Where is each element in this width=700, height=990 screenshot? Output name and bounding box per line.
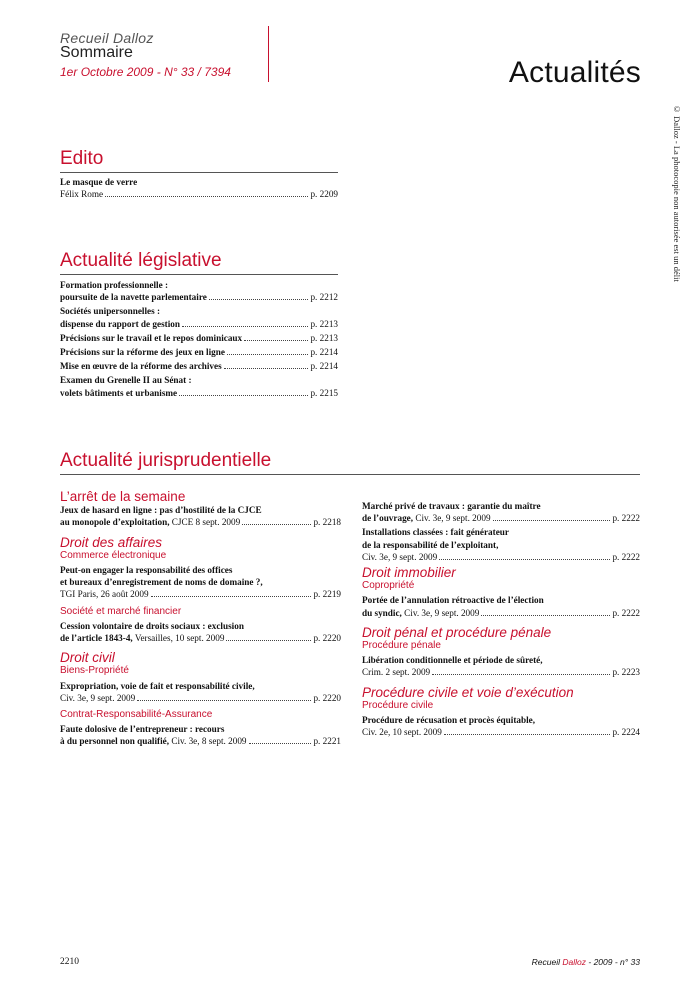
entry-title: du syndic,: [362, 607, 402, 618]
entry-title: de l’ouvrage,: [362, 513, 414, 524]
toc-entry[interactable]: [60, 723, 341, 747]
footer-issue: - 2009 - n° 33: [586, 957, 640, 967]
page-title: Actualités: [508, 56, 641, 89]
topic-heading: Société et marché financier: [60, 605, 182, 617]
page-ref: p. 2223: [612, 667, 640, 678]
dot-leader: [432, 674, 610, 675]
dot-leader: [493, 520, 611, 521]
dot-leader: [481, 615, 610, 616]
entry-title: Précisions sur la réforme des jeux en ligne: [60, 347, 225, 358]
footer-journal-a: Recueil: [531, 957, 561, 967]
dot-leader: [105, 196, 308, 197]
entry-title: Mise en œuvre de la réforme des archives: [60, 361, 222, 372]
toc-entry[interactable]: [60, 305, 338, 329]
dot-leader: [224, 368, 309, 369]
toc-entry[interactable]: [60, 680, 341, 704]
entry-title: Peut-on engager la responsabilité des offices: [60, 565, 233, 576]
section-heading-jurisprudence: Actualité jurisprudentielle: [60, 450, 272, 471]
entry-title: de l’article 1843-4,: [60, 633, 133, 644]
entry-title: Expropriation, voie de fait et responsabilité civile,: [60, 680, 255, 691]
toc-entry[interactable]: [362, 714, 640, 738]
entry-title: au monopole d’exploitation,: [60, 517, 170, 528]
entry-ref: Crim. 2 sept. 2009: [362, 667, 431, 678]
entry-title: Précisions sur le travail et le repos dominicaux: [60, 332, 243, 343]
page-ref: p. 2220: [313, 633, 341, 644]
section-heading-legislative: Actualité législative: [60, 250, 222, 271]
subsection-heading: Procédure civile et voie d’exécution: [362, 684, 574, 700]
header-divider: [268, 26, 269, 82]
entry-title: Procédure de récusation et procès équitable,: [362, 715, 536, 726]
toc-entry[interactable]: [60, 279, 338, 303]
dot-leader: [226, 640, 311, 641]
page-number: 2210: [60, 957, 79, 967]
subsection-heading: Droit des affaires: [60, 534, 163, 550]
page-ref: p. 2218: [313, 517, 341, 528]
entry-title: Portée de l’annulation rétroactive de l’élection: [362, 595, 544, 606]
dot-leader: [182, 326, 308, 327]
page-ref: p. 2215: [310, 387, 338, 398]
entry-title: Faute dolosive de l’entrepreneur : recours: [60, 724, 225, 735]
toc-entry[interactable]: [60, 374, 338, 398]
jurisprudence-right-column: [362, 500, 640, 740]
entry-title: Marché privé de travaux : garantie du maître: [362, 501, 541, 511]
section-name: Sommaire: [60, 44, 133, 61]
topic-heading: Biens-Propriété: [60, 665, 129, 677]
jurisprudence-left-column: [60, 489, 341, 750]
entry-title: Le masque de verre: [60, 177, 138, 187]
subsection-heading: L’arrêt de la semaine: [60, 489, 186, 504]
dot-leader: [242, 524, 311, 525]
page-ref: p. 2213: [310, 332, 338, 343]
toc-entry[interactable]: [362, 500, 640, 524]
entry-ref: Civ. 3e, 9 sept. 2009: [60, 692, 136, 703]
entry-title: dispense du rapport de gestion: [60, 318, 180, 329]
toc-entry[interactable]: [60, 176, 338, 200]
entry-title: Cession volontaire de droits sociaux : exclusion: [60, 620, 244, 631]
topic-heading: Copropriété: [362, 580, 415, 592]
subsection-heading: Droit immobilier: [362, 565, 456, 581]
page-ref: p. 2212: [310, 292, 338, 303]
entry-title: de la responsabilité de l’exploitant,: [362, 539, 499, 550]
page-ref: p. 2224: [612, 727, 640, 738]
toc-entry[interactable]: [60, 332, 338, 344]
section-rule: [60, 274, 338, 275]
legislative-list: [60, 279, 338, 401]
toc-entry[interactable]: [60, 360, 338, 372]
entry-ref: Civ. 2e, 10 sept. 2009: [362, 727, 442, 738]
dot-leader: [439, 559, 610, 560]
dot-leader: [137, 700, 311, 701]
entry-title: volets bâtiments et urbanisme: [60, 387, 178, 398]
publication-name: Recueil Dalloz: [60, 30, 154, 46]
topic-heading: Procédure pénale: [362, 640, 441, 652]
topic-heading: Contrat-Responsabilité-Assurance: [60, 709, 213, 721]
page-ref: p. 2209: [310, 189, 338, 200]
entry-title: poursuite de la navette parlementaire: [60, 292, 207, 303]
dot-leader: [209, 299, 309, 300]
entry-author: Félix Rome: [60, 189, 104, 200]
entry-title: Examen du Grenelle II au Sénat :: [60, 375, 192, 386]
entry-ref: Civ. 3e, 9 sept. 2009: [413, 513, 491, 524]
issue-date: [60, 65, 231, 79]
page-ref: p. 2214: [310, 347, 338, 358]
toc-entry[interactable]: [60, 504, 341, 528]
page-ref: p. 2213: [310, 318, 338, 329]
entry-title: à du personnel non qualifié,: [60, 736, 170, 747]
dot-leader: [227, 354, 309, 355]
page-ref: p. 2219: [313, 589, 341, 600]
dot-leader: [249, 743, 312, 744]
page-ref: p. 2220: [313, 692, 341, 703]
dot-leader: [179, 395, 308, 396]
section-rule: [60, 172, 338, 173]
entry-ref: Civ. 3e, 8 sept. 2009: [169, 736, 247, 747]
entry-title: et bureaux d’enregistrement de noms de domaine ?,: [60, 577, 263, 588]
toc-entry[interactable]: [362, 654, 640, 678]
entry-ref: Civ. 3e, 9 sept. 2009: [362, 551, 438, 562]
entry-title: Libération conditionnelle et période de sûreté,: [362, 655, 543, 666]
copyright-notice: © Dalloz - La photocopie non autorisée est un délit: [672, 104, 682, 282]
toc-entry[interactable]: [60, 346, 338, 358]
subsection-heading: Droit pénal et procédure pénale: [362, 624, 552, 640]
section-rule: [60, 474, 640, 475]
page-ref: p. 2222: [612, 551, 640, 562]
dot-leader: [151, 596, 312, 597]
entry-ref: TGI Paris, 26 août 2009: [60, 589, 149, 600]
footer-journal: [532, 957, 640, 967]
entry-ref: CJCE 8 sept. 2009: [169, 517, 241, 528]
topic-heading: Procédure civile: [362, 699, 434, 711]
issue-date-text: Octobre 2009 - N° 33 / 7394: [80, 65, 231, 79]
entry-ref: Versailles, 10 sept. 2009: [132, 633, 225, 644]
dot-leader: [244, 340, 308, 341]
entry-title: Formation professionnelle :: [60, 280, 169, 290]
page-ref: p. 2222: [612, 513, 640, 524]
issue-day: 1er: [60, 65, 78, 79]
page-ref: p. 2222: [612, 607, 640, 618]
topic-heading: Commerce électronique: [60, 549, 167, 561]
toc-entry[interactable]: [362, 594, 640, 618]
toc-entry[interactable]: [60, 564, 341, 601]
footer-journal-b: Dalloz: [562, 957, 587, 967]
page-ref: p. 2221: [313, 736, 341, 747]
subsection-heading: Droit civil: [60, 650, 115, 666]
dot-leader: [444, 734, 611, 735]
entry-title: Installations classées : fait générateur: [362, 527, 509, 538]
section-heading-edito: Edito: [60, 148, 104, 169]
edito-list: [60, 176, 338, 202]
page-ref: p. 2214: [310, 361, 338, 372]
toc-entry[interactable]: [60, 620, 341, 644]
toc-entry[interactable]: [362, 526, 640, 563]
entry-title: Jeux de hasard en ligne : pas d’hostilité de la CJCE: [60, 505, 262, 516]
entry-title: Sociétés unipersonnelles :: [60, 306, 161, 317]
entry-ref: Civ. 3e, 9 sept. 2009: [401, 607, 480, 618]
